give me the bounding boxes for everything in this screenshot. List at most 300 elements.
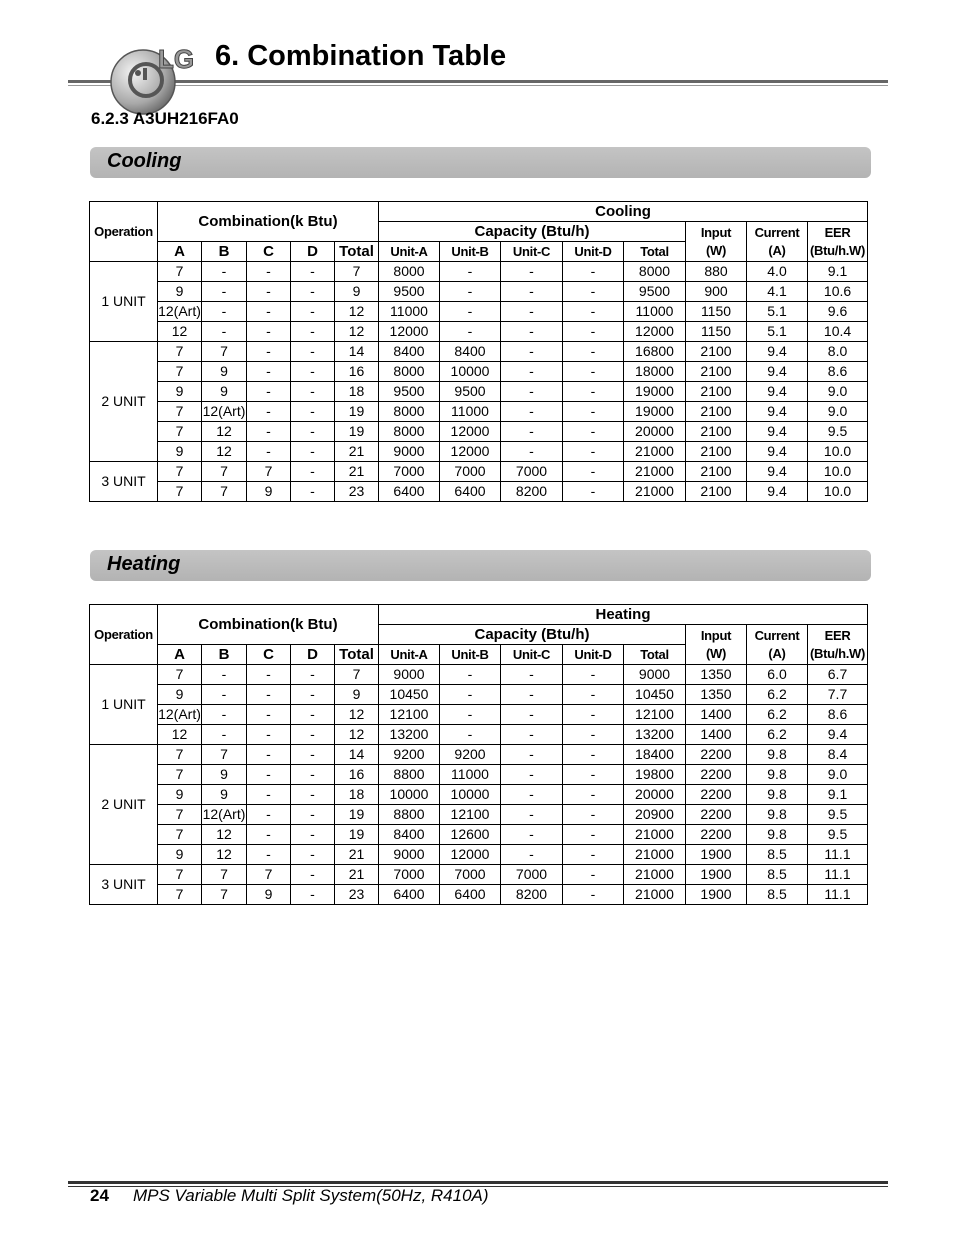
table-cell: 7 xyxy=(158,765,202,785)
table-cell: 9.8 xyxy=(747,805,808,825)
table-cell: 9 xyxy=(158,382,202,402)
table-cell: - xyxy=(291,422,335,442)
column-header: Total xyxy=(624,645,686,665)
table-cell: 9 xyxy=(247,482,291,502)
table-cell: 19800 xyxy=(624,765,686,785)
table-cell: - xyxy=(291,382,335,402)
table-cell: 9.5 xyxy=(808,805,868,825)
operation-cell: 1 UNIT xyxy=(90,665,158,745)
cooling-group-header: Cooling xyxy=(379,202,868,222)
table-cell: 9 xyxy=(335,685,379,705)
table-cell: 13200 xyxy=(624,725,686,745)
table-cell: 18000 xyxy=(624,362,686,382)
cooling-section-band xyxy=(90,147,871,178)
table-row xyxy=(90,725,868,745)
table-cell: 9 xyxy=(202,362,247,382)
table-cell: - xyxy=(563,402,624,422)
table-cell: 9.4 xyxy=(747,402,808,422)
table-cell: 8.5 xyxy=(747,845,808,865)
table-cell: 18 xyxy=(335,382,379,402)
table-cell: - xyxy=(563,805,624,825)
table-cell: - xyxy=(440,705,501,725)
cooling-band-label: Cooling xyxy=(107,150,182,172)
table-cell: 21 xyxy=(335,845,379,865)
table-cell: 12 xyxy=(335,302,379,322)
table-cell: - xyxy=(440,725,501,745)
column-header: Total xyxy=(335,242,379,262)
table-cell: 8400 xyxy=(379,825,440,845)
table-cell: 7 xyxy=(158,745,202,765)
table-cell: 12 xyxy=(335,322,379,342)
table-cell: - xyxy=(291,865,335,885)
table-cell: 16 xyxy=(335,362,379,382)
table-cell: 9.0 xyxy=(808,382,868,402)
table-cell: - xyxy=(501,705,563,725)
table-cell: - xyxy=(563,382,624,402)
input-header: Input (W) xyxy=(686,625,747,665)
table-cell: 9.8 xyxy=(747,745,808,765)
table-cell: 9000 xyxy=(379,845,440,865)
table-cell: 880 xyxy=(686,262,747,282)
table-cell: - xyxy=(202,302,247,322)
table-cell: - xyxy=(247,422,291,442)
table-cell: 10000 xyxy=(379,785,440,805)
table-cell: 2200 xyxy=(686,805,747,825)
table-cell: - xyxy=(202,262,247,282)
column-header: Unit-C xyxy=(501,645,563,665)
table-cell: 12100 xyxy=(440,805,501,825)
table-cell: 7000 xyxy=(379,865,440,885)
table-cell: 7 xyxy=(202,885,247,905)
table-cell: - xyxy=(247,745,291,765)
table-cell: 12 xyxy=(202,825,247,845)
table-row xyxy=(90,282,868,302)
table-cell: 8000 xyxy=(624,262,686,282)
table-cell: 9500 xyxy=(440,382,501,402)
table-cell: 7 xyxy=(158,865,202,885)
table-row xyxy=(90,885,868,905)
table-cell: - xyxy=(501,805,563,825)
table-cell: 9 xyxy=(158,685,202,705)
table-cell: - xyxy=(563,705,624,725)
table-cell: 19 xyxy=(335,825,379,845)
table-row xyxy=(90,342,868,362)
table-cell: 7 xyxy=(202,342,247,362)
cooling-table xyxy=(89,201,868,502)
table-cell: 9500 xyxy=(379,282,440,302)
column-header: Unit-D xyxy=(563,645,624,665)
column-header: D xyxy=(291,242,335,262)
table-cell: - xyxy=(291,302,335,322)
table-cell: - xyxy=(291,362,335,382)
table-cell: - xyxy=(501,685,563,705)
table-cell: 2200 xyxy=(686,765,747,785)
table-cell: 19 xyxy=(335,422,379,442)
table-cell: - xyxy=(291,805,335,825)
table-cell: - xyxy=(247,765,291,785)
table-cell: 2100 xyxy=(686,442,747,462)
footer-title: MPS Variable Multi Split System(50Hz, R410A) xyxy=(133,1186,489,1205)
operation-cell: 2 UNIT xyxy=(90,745,158,865)
column-header: Unit-C xyxy=(501,242,563,262)
heating-section-band xyxy=(90,550,871,581)
table-cell: 7 xyxy=(158,402,202,422)
subsection-title: 6.2.3 A3UH216FA0 xyxy=(91,109,239,128)
table-cell: 10.4 xyxy=(808,322,868,342)
table-cell: - xyxy=(501,382,563,402)
table-cell: - xyxy=(202,705,247,725)
table-cell: 12100 xyxy=(379,705,440,725)
combination-header: Combination(k Btu) xyxy=(158,202,379,242)
heating-group-header: Heating xyxy=(379,605,868,625)
table-cell: 7 xyxy=(202,745,247,765)
table-cell: 14 xyxy=(335,342,379,362)
eer-header: EER (Btu/h.W) xyxy=(808,222,868,262)
table-cell: - xyxy=(440,262,501,282)
table-cell: 19000 xyxy=(624,402,686,422)
footer-rule xyxy=(68,1181,888,1184)
table-cell: 20000 xyxy=(624,422,686,442)
table-cell: 12100 xyxy=(624,705,686,725)
table-cell: 6400 xyxy=(440,885,501,905)
capacity-header: Capacity (Btu/h) xyxy=(379,222,686,242)
table-cell: - xyxy=(247,322,291,342)
table-cell: 9.1 xyxy=(808,262,868,282)
table-cell: 9 xyxy=(158,442,202,462)
table-cell: - xyxy=(247,402,291,422)
table-cell: 9.0 xyxy=(808,402,868,422)
table-cell: - xyxy=(291,282,335,302)
table-cell: 10.6 xyxy=(808,282,868,302)
table-cell: 1350 xyxy=(686,685,747,705)
table-cell: 9.8 xyxy=(747,785,808,805)
table-cell: - xyxy=(501,665,563,685)
table-cell: 12(Art) xyxy=(158,705,202,725)
table-cell: - xyxy=(563,725,624,745)
table-cell: - xyxy=(247,362,291,382)
table-cell: 5.1 xyxy=(747,302,808,322)
table-cell: 8.0 xyxy=(808,342,868,362)
table-cell: 12000 xyxy=(440,442,501,462)
table-cell: 8.5 xyxy=(747,865,808,885)
table-cell: 8400 xyxy=(440,342,501,362)
table-cell: 12(Art) xyxy=(202,402,247,422)
table-cell: 9.4 xyxy=(747,382,808,402)
table-cell: - xyxy=(563,665,624,685)
table-cell: 21 xyxy=(335,462,379,482)
table-row xyxy=(90,805,868,825)
table-cell: - xyxy=(563,342,624,362)
table-cell: 8800 xyxy=(379,765,440,785)
table-cell: - xyxy=(247,342,291,362)
table-cell: 9500 xyxy=(624,282,686,302)
table-cell: - xyxy=(291,765,335,785)
operation-cell: 3 UNIT xyxy=(90,865,158,905)
table-cell: - xyxy=(501,745,563,765)
table-cell: 8000 xyxy=(379,402,440,422)
table-cell: 12 xyxy=(335,725,379,745)
table-cell: 9 xyxy=(335,282,379,302)
table-cell: - xyxy=(501,362,563,382)
table-row xyxy=(90,845,868,865)
operation-cell: 3 UNIT xyxy=(90,462,158,502)
table-cell: 6400 xyxy=(379,885,440,905)
table-cell: 1150 xyxy=(686,302,747,322)
table-row xyxy=(90,765,868,785)
table-cell: - xyxy=(563,482,624,502)
table-cell: 9.8 xyxy=(747,765,808,785)
column-header: C xyxy=(247,242,291,262)
table-cell: 9 xyxy=(202,785,247,805)
table-cell: 12000 xyxy=(379,322,440,342)
table-cell: 12(Art) xyxy=(202,805,247,825)
table-row xyxy=(90,785,868,805)
table-cell: 19000 xyxy=(624,382,686,402)
table-cell: 16 xyxy=(335,765,379,785)
table-cell: - xyxy=(247,725,291,745)
table-row xyxy=(90,442,868,462)
table-cell: 7000 xyxy=(440,865,501,885)
table-cell: - xyxy=(247,442,291,462)
table-cell: 21000 xyxy=(624,482,686,502)
heating-table xyxy=(89,604,868,905)
table-cell: 2200 xyxy=(686,825,747,845)
table-cell: - xyxy=(247,705,291,725)
table-cell: 21000 xyxy=(624,845,686,865)
table-cell: 12000 xyxy=(440,845,501,865)
table-cell: - xyxy=(501,322,563,342)
table-cell: - xyxy=(202,725,247,745)
table-cell: 7 xyxy=(158,665,202,685)
table-cell: - xyxy=(563,765,624,785)
table-cell: 2100 xyxy=(686,342,747,362)
column-header: C xyxy=(247,645,291,665)
table-cell: 10.0 xyxy=(808,482,868,502)
table-cell: 9.4 xyxy=(808,725,868,745)
table-cell: 12 xyxy=(202,442,247,462)
table-cell: - xyxy=(563,322,624,342)
table-cell: 9 xyxy=(158,845,202,865)
column-header: Unit-B xyxy=(440,242,501,262)
table-cell: 1900 xyxy=(686,885,747,905)
table-cell: 2200 xyxy=(686,785,747,805)
table-cell: - xyxy=(440,322,501,342)
table-cell: 8000 xyxy=(379,422,440,442)
table-row xyxy=(90,665,868,685)
table-cell: 9 xyxy=(202,382,247,402)
table-row xyxy=(90,302,868,322)
table-cell: 2100 xyxy=(686,422,747,442)
table-cell: 21 xyxy=(335,865,379,885)
table-cell: 7 xyxy=(158,262,202,282)
table-cell: 9 xyxy=(158,282,202,302)
table-cell: - xyxy=(291,685,335,705)
table-cell: 9000 xyxy=(379,442,440,462)
table-cell: - xyxy=(247,665,291,685)
operation-header: Operation xyxy=(90,605,158,665)
table-cell: 2100 xyxy=(686,362,747,382)
table-cell: - xyxy=(247,302,291,322)
table-cell: - xyxy=(291,725,335,745)
table-cell: - xyxy=(247,825,291,845)
table-cell: - xyxy=(501,282,563,302)
table-cell: 12 xyxy=(158,725,202,745)
page-title: 6. Combination Table xyxy=(215,40,507,72)
table-cell: 7 xyxy=(202,462,247,482)
column-header: Unit-A xyxy=(379,645,440,665)
table-cell: 7 xyxy=(158,885,202,905)
table-cell: - xyxy=(247,262,291,282)
table-cell: - xyxy=(202,665,247,685)
table-cell: 7 xyxy=(158,342,202,362)
table-cell: 19 xyxy=(335,805,379,825)
table-cell: 7 xyxy=(247,462,291,482)
table-row xyxy=(90,685,868,705)
table-cell: 11000 xyxy=(440,765,501,785)
table-cell: - xyxy=(291,885,335,905)
table-cell: 7 xyxy=(158,362,202,382)
table-cell: 8800 xyxy=(379,805,440,825)
table-cell: 7 xyxy=(158,462,202,482)
table-cell: 12000 xyxy=(440,422,501,442)
table-cell: 11.1 xyxy=(808,845,868,865)
table-cell: 7 xyxy=(202,482,247,502)
table-cell: - xyxy=(501,402,563,422)
operation-cell: 2 UNIT xyxy=(90,342,158,462)
table-cell: 2100 xyxy=(686,402,747,422)
table-row xyxy=(90,462,868,482)
table-cell: - xyxy=(501,825,563,845)
table-cell: 9000 xyxy=(379,665,440,685)
table-cell: 2100 xyxy=(686,482,747,502)
table-cell: 9 xyxy=(158,785,202,805)
table-cell: - xyxy=(291,665,335,685)
table-cell: 6400 xyxy=(379,482,440,502)
table-cell: 7000 xyxy=(501,462,563,482)
table-cell: 12 xyxy=(158,322,202,342)
table-cell: - xyxy=(202,282,247,302)
table-cell: 12 xyxy=(202,422,247,442)
logo-text: LG xyxy=(158,44,195,74)
column-header: Unit-B xyxy=(440,645,501,665)
table-cell: 7 xyxy=(202,865,247,885)
table-cell: 9000 xyxy=(624,665,686,685)
column-header: Unit-A xyxy=(379,242,440,262)
table-cell: 21000 xyxy=(624,825,686,845)
table-cell: 9.4 xyxy=(747,342,808,362)
table-cell: 8.4 xyxy=(808,745,868,765)
table-cell: 2100 xyxy=(686,382,747,402)
table-cell: - xyxy=(563,282,624,302)
table-cell: - xyxy=(247,845,291,865)
table-row xyxy=(90,362,868,382)
table-cell: - xyxy=(563,262,624,282)
table-cell: 9.1 xyxy=(808,785,868,805)
table-cell: 7 xyxy=(247,865,291,885)
column-header: B xyxy=(202,645,247,665)
table-cell: - xyxy=(291,322,335,342)
heating-band-label: Heating xyxy=(107,553,181,575)
table-cell: - xyxy=(501,845,563,865)
table-cell: 9.4 xyxy=(747,482,808,502)
table-cell: 8.6 xyxy=(808,362,868,382)
table-cell: - xyxy=(563,442,624,462)
table-cell: 4.0 xyxy=(747,262,808,282)
table-cell: - xyxy=(291,705,335,725)
table-cell: - xyxy=(291,342,335,362)
table-cell: 9.5 xyxy=(808,422,868,442)
table-cell: 11000 xyxy=(379,302,440,322)
table-cell: 9 xyxy=(247,885,291,905)
table-cell: 10000 xyxy=(440,362,501,382)
table-cell: 13200 xyxy=(379,725,440,745)
table-cell: 6.2 xyxy=(747,685,808,705)
table-cell: 1150 xyxy=(686,322,747,342)
table-cell: 12600 xyxy=(440,825,501,845)
table-cell: 8200 xyxy=(501,885,563,905)
table-cell: 7.7 xyxy=(808,685,868,705)
table-cell: 8000 xyxy=(379,262,440,282)
table-cell: 12(Art) xyxy=(158,302,202,322)
column-header: A xyxy=(158,242,202,262)
table-cell: - xyxy=(291,845,335,865)
table-cell: - xyxy=(440,685,501,705)
table-cell: 7000 xyxy=(379,462,440,482)
table-cell: 9200 xyxy=(440,745,501,765)
table-cell: - xyxy=(563,865,624,885)
table-cell: 9200 xyxy=(379,745,440,765)
table-cell: 7000 xyxy=(440,462,501,482)
table-row xyxy=(90,382,868,402)
table-cell: 8200 xyxy=(501,482,563,502)
table-cell: 1400 xyxy=(686,705,747,725)
table-cell: 2200 xyxy=(686,745,747,765)
table-cell: 9500 xyxy=(379,382,440,402)
table-row xyxy=(90,262,868,282)
combination-header: Combination(k Btu) xyxy=(158,605,379,645)
table-cell: - xyxy=(247,282,291,302)
table-cell: - xyxy=(501,725,563,745)
table-cell: - xyxy=(291,462,335,482)
table-cell: - xyxy=(563,362,624,382)
table-cell: - xyxy=(247,382,291,402)
table-cell: 20900 xyxy=(624,805,686,825)
table-cell: 6400 xyxy=(440,482,501,502)
current-header: Current (A) xyxy=(747,222,808,262)
table-cell: 1900 xyxy=(686,845,747,865)
table-cell: 6.2 xyxy=(747,725,808,745)
column-header: D xyxy=(291,645,335,665)
table-cell: - xyxy=(563,845,624,865)
table-cell: 11.1 xyxy=(808,865,868,885)
table-cell: 10.0 xyxy=(808,462,868,482)
table-cell: 9.4 xyxy=(747,422,808,442)
table-cell: 7 xyxy=(335,262,379,282)
table-cell: 2100 xyxy=(686,462,747,482)
table-cell: - xyxy=(501,262,563,282)
table-cell: - xyxy=(501,302,563,322)
table-cell: 9.8 xyxy=(747,825,808,845)
table-cell: 20000 xyxy=(624,785,686,805)
table-cell: 6.7 xyxy=(808,665,868,685)
table-cell: - xyxy=(563,745,624,765)
table-cell: - xyxy=(440,282,501,302)
table-cell: 7 xyxy=(335,665,379,685)
table-cell: 900 xyxy=(686,282,747,302)
table-cell: - xyxy=(440,302,501,322)
table-cell: 21000 xyxy=(624,442,686,462)
table-cell: 10450 xyxy=(624,685,686,705)
